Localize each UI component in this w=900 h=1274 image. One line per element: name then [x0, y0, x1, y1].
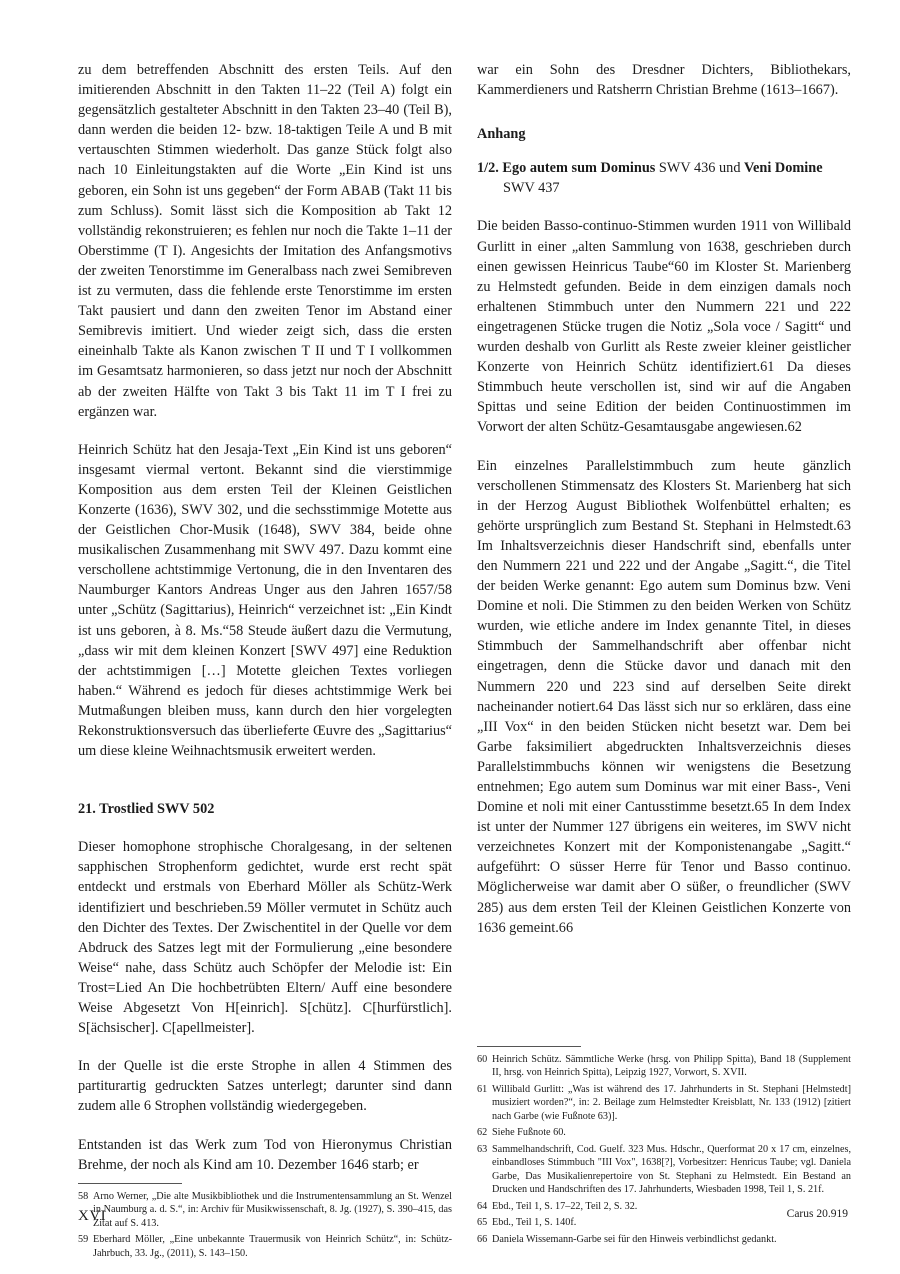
- footnote-text: Arno Werner, „Die alte Musikbibliothek und die Instrumentensammlung an St. Wenzel in Naumburg a. d. S.“, in: Archiv für Musikwissenschaft, 8. Jg. (1927), S. 390–415, das Zitat auf S. 413.: [93, 1190, 452, 1229]
- paragraph: Entstanden ist das Werk zum Tod von Hieronymus Christian Brehme, der noch als Kind am 10. Dezember 1646 starb; er: [78, 1136, 452, 1173]
- footnote: [477, 1053, 851, 1080]
- page-number: XVI: [78, 1208, 107, 1224]
- footnote-number: 59: [78, 1234, 89, 1246]
- footnote-text: Ebd., Teil 1, S. 140f.: [492, 1217, 577, 1229]
- subsection-heading: [477, 158, 851, 198]
- paragraph: war ein Sohn des Dresdner Dichters, Bibliothekars, Kammerdieners und Ratsherrn Christian Brehme (1613–1667).: [477, 62, 851, 99]
- subsection-catalog: SWV 437: [503, 180, 560, 197]
- footnote-text: Siehe Fußnote 60.: [492, 1127, 566, 1139]
- paragraph: Dieser homophone strophische Choralgesang, in der seltenen sapphischen Strophenform gedichtet, wurde erst recht spät entdeckt und erstmals von Eberhard Möller als Schütz-Werk identifiziert und beschrieben.59 Möller vermutet in Schütz auch den Dichter des Textes. Der Zwischentitel in der Quelle vor dem Abdruck des Satzes legt mit der Formulierung „eine besondere Weise“ nahe, dass Schütz auch Schöpfer der Melodie ist: Ein Trost=Lied An Die hochbetrübten Eltern/ Auff eine besondere Weise Abgesetzt Von H[einrich]. S[chütz]. C[hurfürstlich]. S[ächsischer]. C[apellmeister].: [78, 839, 452, 1037]
- paragraph: zu dem betreffenden Abschnitt des ersten Teils. Auf den imitierenden Abschnitt in den Takten 11–22 (Teil A) folgt ein gegensätzlich gestalteter Abschnitt in den Takten 23–40 (Teil B), dann werden die beiden 12- bzw. 18-taktigen Teile A und B mit vertauschten Stimmen wiederholt. Das ganze Stück folgt also nach 10 Einleitungstakten auf die Worte „Ein Kind ist uns geboren, ein Sohn ist uns gegeben“ der Form ABAB (Takt 11 bis zum Schluss). Somit lässt sich die Komposition ab Takt 12 vollständig rekonstruieren; es fehlen nur noch die Takte 1–11 der Oberstimme (T I). Angesichts der Imitation des Anfangsmotivs der zweiten Tenorstimme im Generalbass nach zwei Semibreven ist zu vermuten, dass die fehlende erste Tenorstimme im ersten Takt pausiert und dann den zweiten Tenor im Abstand einer Semibrevis imitiert. Und wieder zeigt sich, dass die ersten eineinhalb Takte als Kanon zwischen T II und T I vollkommen im Gesamtsatz harmonieren, so dass jetzt nur noch der Abschnitt ab der zweiten Hälfte von Takt 3 bis Takt 11 im T I frei zu ergänzen war.: [78, 62, 452, 420]
- footnote: [477, 1083, 851, 1124]
- footnote-number: 62: [477, 1127, 488, 1139]
- footnote: [78, 1233, 452, 1260]
- paragraph: In der Quelle ist die erste Strophe in allen 4 Stimmen des partiturartig gedruckten Satzes unterlegt; darunter sind dann zudem alle 6 Strophen vollständig wiedergegeben.: [78, 1058, 452, 1115]
- footnote-number: 63: [477, 1143, 488, 1155]
- heading-suffix: SWV 502: [153, 801, 215, 818]
- heading-title: 21. Trostlied: [78, 801, 154, 818]
- paragraph: Die beiden Basso-continuo-Stimmen wurden 1911 von Willibald Gurlitt in einer „alten Sammlung von 1638, geschrieben durch einen gewissen Heinricus Taube“60 im Kloster St. Marienberg zu Helmstedt gefunden. Beide in dem einzigen damals noch erhaltenen Stimmbuch unter den Nummern 221 und 222 eingetragenen Stücke trugen die Notiz „Sola voce / Sagitt“ und wurden deshalb von Gurlitt als Reste zweier kleiner geistlicher Konzerte von Heinrich Schütz identifiziert.61 Da dieses Stimmbuch heute verschollen ist, sind wir auf die Angaben Spittas und seine Edition der beiden Continuostimmen im Vorwort der alten Schütz-Gesamtausgabe angewiesen.62: [477, 218, 851, 436]
- footnote-number: 60: [477, 1053, 488, 1065]
- footnote: [477, 1233, 851, 1247]
- footnote-number: 61: [477, 1083, 488, 1095]
- catalog-number: Carus 20.919: [786, 1208, 848, 1220]
- subsection-title: 1/2. Ego autem sum Dominus: [477, 160, 656, 177]
- footnote-text: Willibald Gurlitt: „Was ist während des 17. Jahrhunderts in St. Stephani [Helmstedt] musiziert worden?“, in: 2. Beilage zum Helmstedter Kreisblatt, Nr. 133 (1912) [zitiert nach Garbe (wie Fußnote 63)].: [492, 1083, 851, 1122]
- footnote-divider: [477, 1046, 581, 1047]
- left-column: [78, 60, 452, 1263]
- footnote-number: 65: [477, 1217, 488, 1229]
- footnote-number: 66: [477, 1233, 488, 1245]
- subsection-text: SWV 436 und: [655, 160, 745, 177]
- footnote: [477, 1126, 851, 1140]
- footnote: [78, 1190, 452, 1231]
- appendix-heading: Anhang: [477, 126, 526, 143]
- paragraph: Heinrich Schütz hat den Jesaja-Text „Ein Kind ist uns geboren“ insgesamt viermal vertont. Bekannt sind die vierstimmige Komposition aus dem ersten Teil der Kleinen Geistlichen Konzerte (1636), SWV 302, und die sechsstimmige Motette aus der Geistlichen Chor-Musik (1648), SWV 384, beide ohne musikalischen Zusammenhang mit SWV 497. Dazu kommt eine verschollene achtstimmige Vertonung, die in den Inventaren des Naumburger Kantors Andreas Unger aus den Jahren 1657/58 unter „Schütz (Sagittarius), Heinrich“ verzeichnet ist: „Ein Kindt ist uns geboren, à 8. Ms.“58 Steude äußert dazu die Vermutung, „dass wir mit dem kleinen Konzert [SWV 497] eine Reduktion der achtstimmigen […] Motette gleichen Textes vorliegen haben.“ Während es jedoch für dieses achtstimmige Werk bei Mutmaßungen bleiben muss, kann durch den hier vorgelegten Rekonstruktionsversuch das überlieferte Œuvre des „Sagittarius“ um diese kleine Weihnachtsmusik erweitert werden.: [78, 441, 452, 760]
- footnote-number: 58: [78, 1190, 89, 1202]
- footnote-text: Ebd., Teil 1, S. 17–22, Teil 2, S. 32.: [492, 1200, 638, 1212]
- footnote-text: Daniela Wissemann-Garbe sei für den Hinweis verbindlichst gedankt.: [492, 1233, 777, 1245]
- footnote-text: Heinrich Schütz. Sämmtliche Werke (hrsg. von Philipp Spitta), Band 18 (Supplement II, hrsg. von Heinrich Spitta), Leipzig 1927, Vorwort, S. XVII.: [492, 1053, 851, 1079]
- footnote-divider: [78, 1183, 182, 1184]
- right-column: [477, 60, 851, 1249]
- footnote-text: Sammelhandschrift, Cod. Guelf. 323 Mus. Hdschr., Querformat 20 x 17 cm, einzelnes, einbandloses Stimmbuch "III Vox", 1638[?], Vorbesitzer: Henricus Taube; vgl. Daniela Garbe, Das Musikalienrepertoire von St. Stephani zu Helmstedt. Ein Bestand an Drucken und Handschriften des 17. Jahrhunderts, Wiesbaden 1998, Teil 1, S. 21f.: [492, 1143, 851, 1196]
- subsection-title-2: Veni Domine: [744, 160, 823, 177]
- paragraph: Ein einzelnes Parallelstimmbuch zum heute gänzlich verschollenen Stimmensatz des Klosters St. Marienberg hat sich in der Herzog August Bibliothek Wolfenbüttel erhalten; es gehörte ursprünglich zum Bestand St. Stephani in Helmstedt.63 Im Inhaltsverzeichnis dieser Handschrift sind, ebenfalls unter den Nummern 221 und 222 und der Angabe „Sagitt.“, die Titel der beiden Werke genannt: Ego autem sum Dominus bzw. Veni Domine et noli. Die Stimmen zu den beiden Werken von Schütz wurden, wie etliche andere im Index genannte Titel, in dieses Stimmbuch der Sammelhandschrift aber offenbar nicht eingetragen, denn die Stücke davor und danach mit den Nummern 220 und 223 sind auf derselben Seite direkt nacheinander notiert.64 Das lässt sich nur so erklären, dass eine „III Vox“ in den beiden Stücken nicht besetzt war. Dem bei Garbe faksimiliert abgedruckten Inhaltsverzeichnis dieses Parallelstimmbuchs können wir wenigstens die Besetzung entnehmen; Ego autem sum Dominus war mit einer Bass-, Veni Domine et noli mit einer Cantusstimme besetzt.65 In dem Index ist unter der Nummer 127 übrigens ein weiteres, im SWV nicht verzeichnetes Konzert mit der Komponistenangabe „Sagitt.“ aufgeführt: O süsser Herre für Tenor und Basso continuo. Möglicherweise war damit aber O süßer, o freundlicher (SWV 285) aus dem ersten Teil der Kleinen Geistlichen Konzerte von 1636 gemeint.66: [477, 457, 851, 936]
- section-heading: [78, 799, 452, 819]
- footnote: [477, 1143, 851, 1197]
- footnote-text: Eberhard Möller, „Eine unbekannte Trauermusik von Heinrich Schütz“, in: Schütz-Jahrbuch, 33. Jg., (2011), S. 143–150.: [93, 1234, 452, 1259]
- footnote-number: 64: [477, 1200, 488, 1212]
